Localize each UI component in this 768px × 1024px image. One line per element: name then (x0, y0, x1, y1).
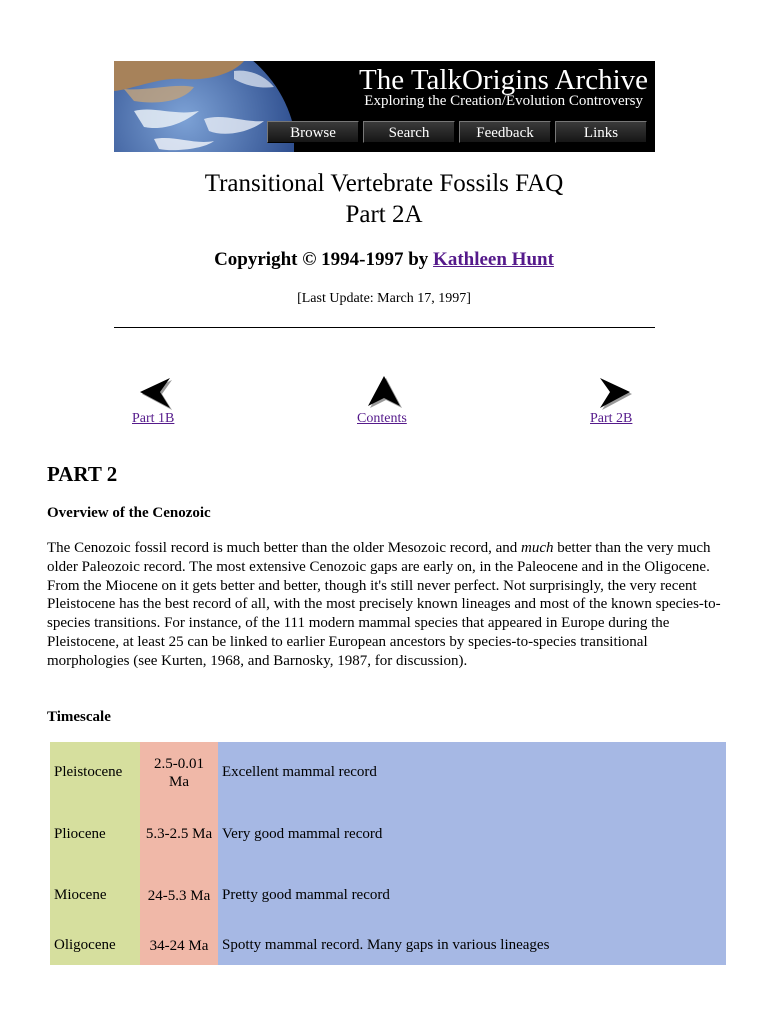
record-cell: Excellent mammal record (218, 742, 726, 804)
last-update: [Last Update: March 17, 1997] (297, 291, 471, 306)
age-cell: 2.5-0.01 Ma (140, 742, 218, 804)
contents-up-arrow-icon[interactable] (364, 374, 404, 410)
page-subtitle: Part 2A (345, 201, 423, 228)
para-text-start: The Cenozoic fossil record is much better than the older Mesozoic record, and (47, 540, 522, 556)
table-row (50, 865, 726, 927)
links-button[interactable]: Links (555, 121, 647, 143)
epoch-cell: Pleistocene (50, 742, 140, 804)
divider (114, 327, 655, 328)
table-row (50, 804, 726, 866)
timescale-table (50, 742, 726, 965)
timescale-heading: Timescale (47, 709, 111, 725)
copyright-text: Copyright © 1994-1997 by (214, 249, 434, 270)
age-cell: 24-5.3 Ma (140, 865, 218, 927)
next-arrow-icon[interactable] (594, 374, 634, 410)
para-emphasis: much (521, 540, 554, 556)
site-subtitle: Exploring the Creation/Evolution Controversy (364, 93, 643, 109)
page-title: Transitional Vertebrate Fossils FAQ (204, 170, 564, 197)
previous-part-link[interactable]: Part 1B (132, 411, 175, 426)
epoch-cell: Miocene (50, 865, 140, 927)
table-row (50, 742, 726, 804)
copyright-line (0, 248, 768, 272)
site-title: The TalkOrigins Archive (359, 64, 648, 96)
record-cell: Very good mammal record (218, 804, 726, 866)
para-text-end: better than the very much older Paleozoic record. The most extensive Cenozoic gaps are early on, in the Paleocene and in the Oligocene. From the Miocene on it gets better and better, though it's still never perfect. Not surprisingly, the very recent Pleistocene has the best record of all, with the most precisely known lineages and most of the known species-to-species transitions. For instance, of the 111 modern mammal species that appeared in Europe during the Pleistocene, at least 25 can be linked to earlier European ancestors by species-to-species transitional morphologies (see Kurten, 1968, and Barnosky, 1987, for discussion). (47, 540, 721, 669)
age-cell: 5.3-2.5 Ma (140, 804, 218, 866)
record-cell: Pretty good mammal record (218, 865, 726, 927)
record-cell: Spotty mammal record. Many gaps in various lineages (218, 927, 726, 965)
contents-link[interactable]: Contents (357, 411, 407, 426)
search-button[interactable]: Search (363, 121, 455, 143)
previous-arrow-icon[interactable] (136, 374, 176, 410)
table-row (50, 927, 726, 965)
browse-button[interactable]: Browse (267, 121, 359, 143)
age-cell: 34-24 Ma (140, 927, 218, 965)
part-heading: PART 2 (47, 462, 118, 486)
feedback-button[interactable]: Feedback (459, 121, 551, 143)
site-banner[interactable] (114, 61, 655, 152)
author-link[interactable]: Kathleen Hunt (433, 249, 554, 270)
next-part-link[interactable]: Part 2B (590, 411, 633, 426)
epoch-cell: Oligocene (50, 927, 140, 965)
overview-paragraph (47, 539, 727, 671)
epoch-cell: Pliocene (50, 804, 140, 866)
overview-heading: Overview of the Cenozoic (47, 505, 211, 521)
